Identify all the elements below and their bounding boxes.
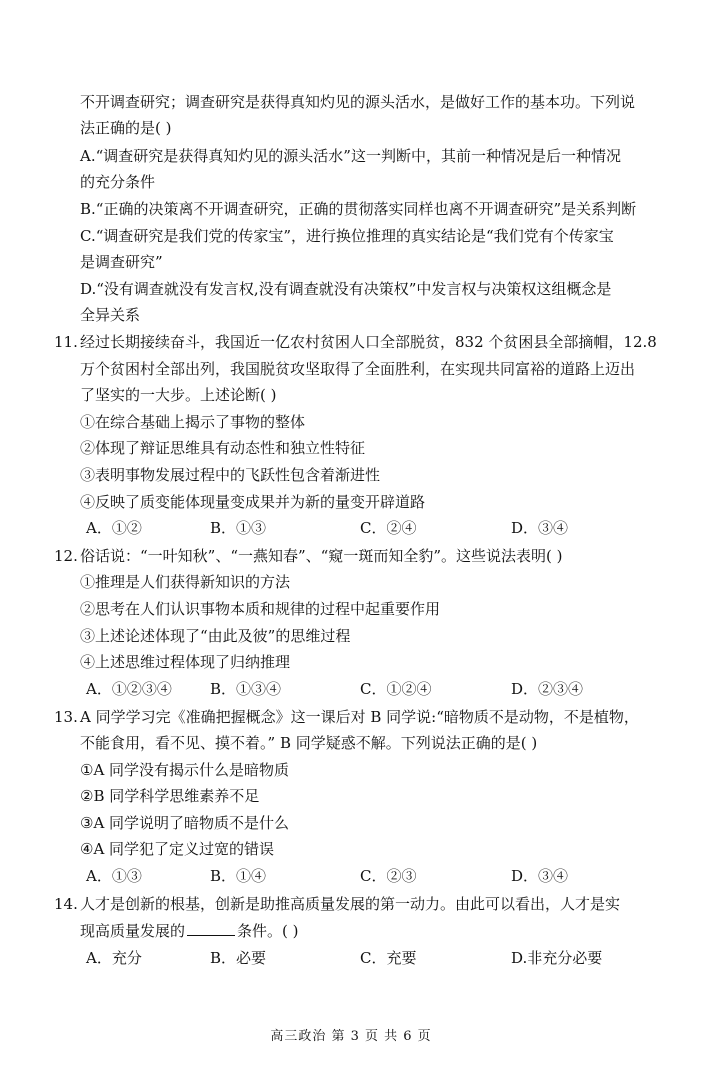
q12-option-c: C．①②④ <box>360 680 432 698</box>
q13-option-d: D．③④ <box>511 867 569 885</box>
q14-options <box>0 948 702 968</box>
q10-option-b: B.“正确的决策离不开调查研究，正确的贯彻落实同样也离不开调查研究”是关系判断 <box>80 200 637 218</box>
q10-option-c-line-2: 是调查研究” <box>80 253 163 271</box>
q11-options <box>0 518 702 538</box>
q13-option-c: C．②③ <box>360 867 417 885</box>
q13-stem-line-2: 不能食用，看不见、摸不着。” B 同学疑惑不解。下列说法正确的是( ) <box>80 734 538 752</box>
q14-number: 14. <box>54 895 78 913</box>
q12-option-a: A．①②③④ <box>86 680 172 698</box>
q10-option-d-line-1: D.“没有调查就没有发言权,没有调查就没有决策权”中发言权与决策权这组概念是 <box>80 280 612 298</box>
q14-stem-line-2-after-blank: 条件。( ) <box>237 922 299 940</box>
q14-stem-line-2-before-blank: 现高质量发展的 <box>80 922 186 940</box>
q10-stem-line-1: 不开调查研究；调查研究是获得真知灼见的源头活水，是做好工作的基本功。下列说 <box>80 93 636 111</box>
q11-stem-line-2: 万个贫困村全部出列，我国脱贫攻坚取得了全面胜利，在实现共同富裕的道路上迈出 <box>80 360 636 378</box>
q13-option-a: A．①③ <box>86 867 142 885</box>
q11-number: 11. <box>54 333 78 351</box>
q10-option-c-line-1: C.“调查研究是我们党的传家宝”，进行换位推理的真实结论是“我们党有个传家宝 <box>80 227 614 245</box>
q11-stem-line-3: 了坚实的一大步。上述论断( ) <box>80 386 277 404</box>
q11-statement-1: ①在综合基础上揭示了事物的整体 <box>80 413 306 431</box>
q13-statement-2: ②B 同学科学思维素养不足 <box>80 787 260 805</box>
q11-stem-line-1: 经过长期接续奋斗，我国近一亿农村贫困人口全部脱贫，832 个贫困县全部摘帽，12.8 <box>80 333 657 351</box>
q12-number: 12. <box>54 547 78 565</box>
answer-blank <box>187 921 235 936</box>
q14-stem-line-1: 人才是创新的根基，创新是助推高质量发展的第一动力。由此可以看出，人才是实 <box>80 895 621 913</box>
q13-number: 13. <box>54 708 78 726</box>
q14-option-a: A．充分 <box>86 949 142 967</box>
q13-options <box>0 866 702 886</box>
q14-option-d: D.非充分必要 <box>511 949 603 967</box>
q11-option-a: A．①② <box>86 519 142 537</box>
q12-statement-4: ④上述思维过程体现了归纳推理 <box>80 653 291 671</box>
q12-statement-3: ③上述论述体现了“由此及彼”的思维过程 <box>80 627 351 645</box>
q10-option-d-line-2: 全异关系 <box>80 306 141 324</box>
q10-option-a-line-2: 的充分条件 <box>80 173 156 191</box>
q14-option-b: B．必要 <box>210 949 267 967</box>
q13-statement-4: ④A 同学犯了定义过宽的错误 <box>80 840 275 858</box>
q12-option-b: B．①③④ <box>210 680 282 698</box>
q12-option-d: D．②③④ <box>511 680 584 698</box>
q13-statement-1: ①A 同学没有揭示什么是暗物质 <box>80 761 290 779</box>
q14-stem-line-2 <box>80 921 648 941</box>
q11-statement-4: ④反映了质变能体现量变成果并为新的量变开辟道路 <box>80 493 426 511</box>
q11-option-d: D．③④ <box>511 519 569 537</box>
q13-statement-3: ③A 同学说明了暗物质不是什么 <box>80 814 290 832</box>
page-footer: 高三政治 第 3 页 共 6 页 <box>270 1029 432 1044</box>
q11-statement-3: ③表明事物发展过程中的飞跃性包含着渐进性 <box>80 466 381 484</box>
q12-statement-1: ①推理是人们获得新知识的方法 <box>80 573 291 591</box>
q14-option-c: C．充要 <box>360 949 417 967</box>
q13-option-b: B．①④ <box>210 867 267 885</box>
q10-option-a-line-1: A.“调查研究是获得真知灼见的源头活水”这一判断中，其前一种情况是后一种情况 <box>80 147 621 165</box>
q10-stem-line-2: 法正确的是( ) <box>80 119 172 137</box>
q11-option-c: C．②④ <box>360 519 417 537</box>
q12-options <box>0 679 702 699</box>
q11-statement-2: ②体现了辩证思维具有动态性和独立性特征 <box>80 439 366 457</box>
q13-stem-line-1: A 同学学习完《准确把握概念》这一课后对 B 同学说:“暗物质不是动物，不是植物， <box>80 708 639 726</box>
q12-statement-2: ②思考在人们认识事物本质和规律的过程中起重要作用 <box>80 600 441 618</box>
q12-stem: 俗话说：“一叶知秋”、“一燕知春”、“窥一斑而知全豹”。这些说法表明( ) <box>80 547 563 565</box>
q11-option-b: B．①③ <box>210 519 267 537</box>
